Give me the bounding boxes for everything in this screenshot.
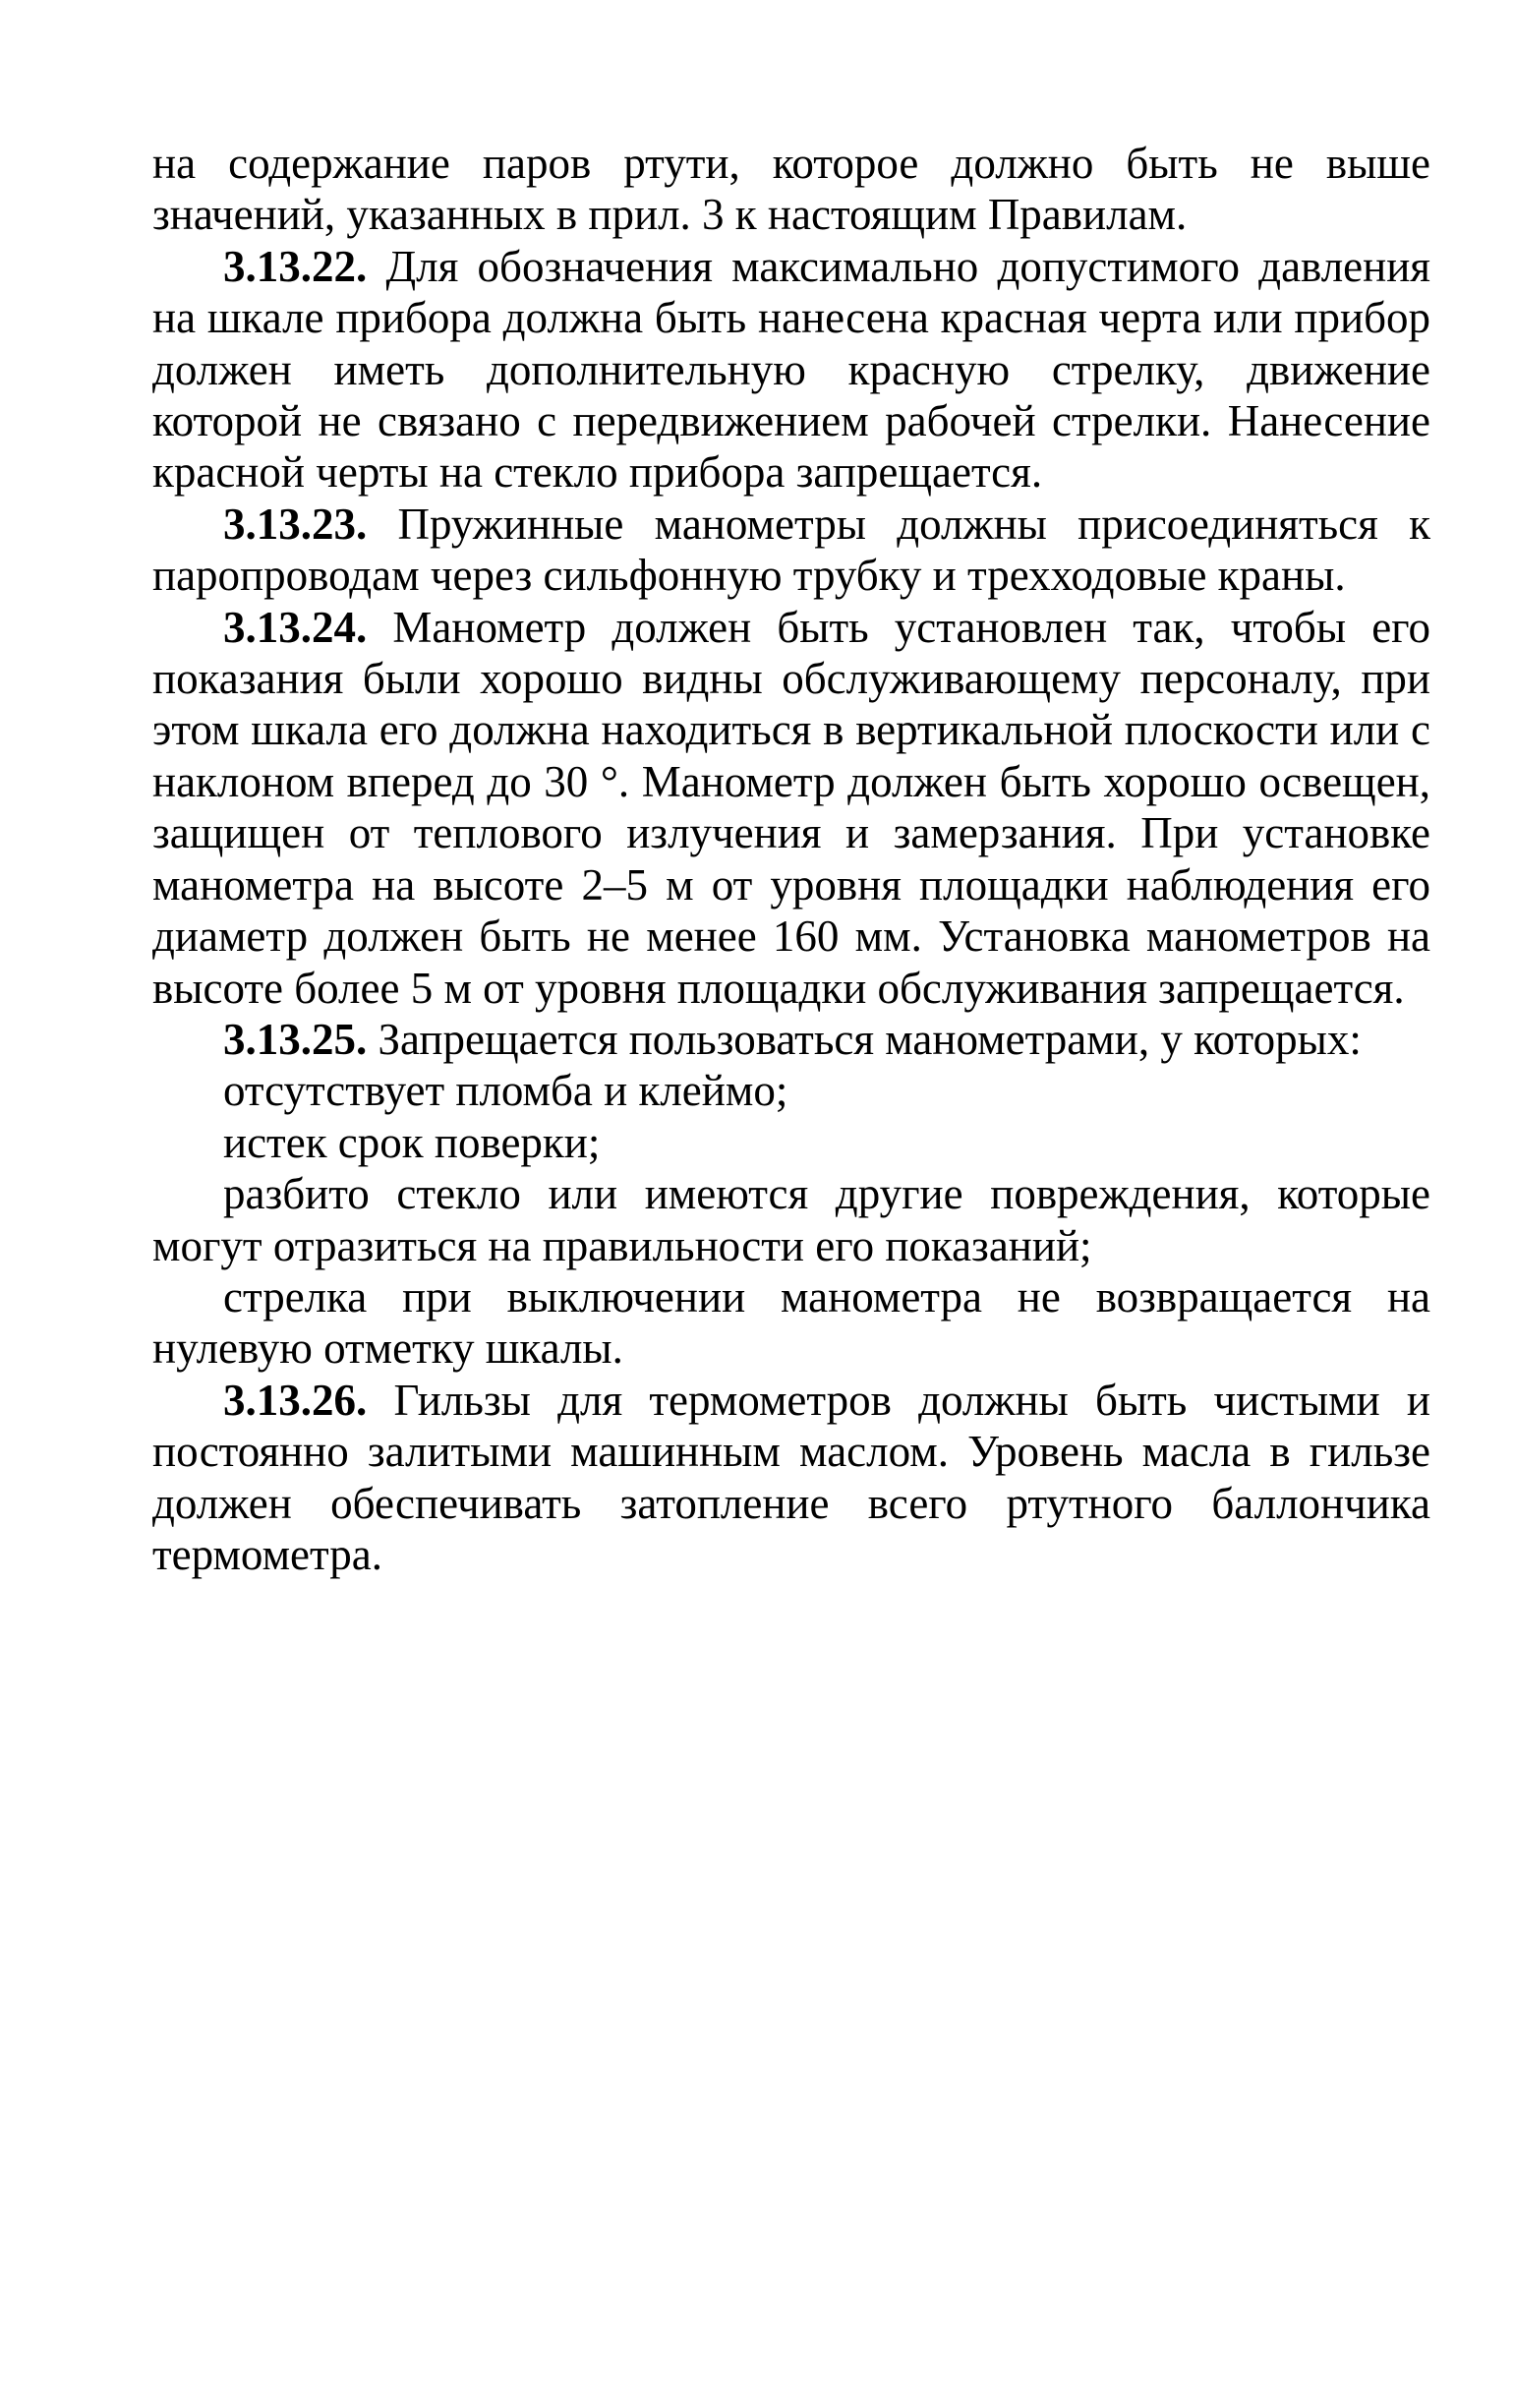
document-page bbox=[152, 138, 1430, 1580]
paragraph-text: Пружинные манометры должны присоединяться к паропроводам через сильфонную трубку и трехходовые краны. bbox=[152, 499, 1430, 601]
list-item-text: стрелка при выключении манометра не возвращается на нулевую отметку шкалы. bbox=[152, 1271, 1430, 1374]
paragraph-continuation bbox=[152, 138, 1430, 241]
list-item-text: истек срок поверки; bbox=[223, 1117, 601, 1167]
paragraph-text: на содержание паров ртути, которое должно быть не выше значений, указанных в прил. 3 к настоящим Правилам. bbox=[152, 139, 1430, 240]
section-number: 3.13.22. bbox=[223, 241, 368, 291]
list-item bbox=[152, 1271, 1430, 1375]
paragraph-text: Запрещается пользоваться манометрами, у которых: bbox=[367, 1014, 1362, 1064]
paragraph-3-13-26 bbox=[152, 1375, 1430, 1581]
paragraph-text: Гильзы для термометров должны быть чистыми и постоянно залитыми машинным маслом. Уровень масла в гильзе должен обеспечивать затопление всего ртутного баллончика термометра. bbox=[152, 1375, 1430, 1579]
paragraph-3-13-24 bbox=[152, 602, 1430, 1014]
paragraph-3-13-25 bbox=[152, 1014, 1430, 1065]
section-number: 3.13.26. bbox=[223, 1375, 368, 1425]
list-item bbox=[152, 1117, 1430, 1168]
paragraph-text: Манометр должен быть установлен так, чтобы его показания были хорошо видны обслуживающему персоналу, при этом шкала его должна находиться в вертикальной плоскости или с наклоном вперед до 30 °. Манометр должен быть хорошо освещен, защищен от теплового излучения и замерзания. При установке манометра на высоте 2–5 м от уровня площадки наблюдения его диаметр должен быть не менее 160 мм. Установка манометров на высоте более 5 м от уровня площадки обслуживания запрещается. bbox=[152, 602, 1430, 1013]
paragraph-3-13-22 bbox=[152, 241, 1430, 499]
list-item-text: отсутствует пломба и клеймо; bbox=[223, 1066, 788, 1116]
section-number: 3.13.24. bbox=[223, 602, 368, 652]
section-number: 3.13.23. bbox=[223, 499, 368, 549]
section-number: 3.13.25. bbox=[223, 1014, 368, 1064]
paragraph-text: Для обозначения максимально допустимого давления на шкале прибора должна быть нанесена красная черта или прибор должен иметь дополнительную красную стрелку, движение которой не связано с передвижением рабочей стрелки. Нанесение красной черты на стекло прибора запрещается. bbox=[152, 241, 1430, 498]
list-item-text: разбито стекло или имеются другие повреждения, которые могут отразиться на правильности его показаний; bbox=[152, 1169, 1430, 1270]
list-item bbox=[152, 1168, 1430, 1271]
paragraph-3-13-23 bbox=[152, 499, 1430, 602]
list-item bbox=[152, 1065, 1430, 1116]
